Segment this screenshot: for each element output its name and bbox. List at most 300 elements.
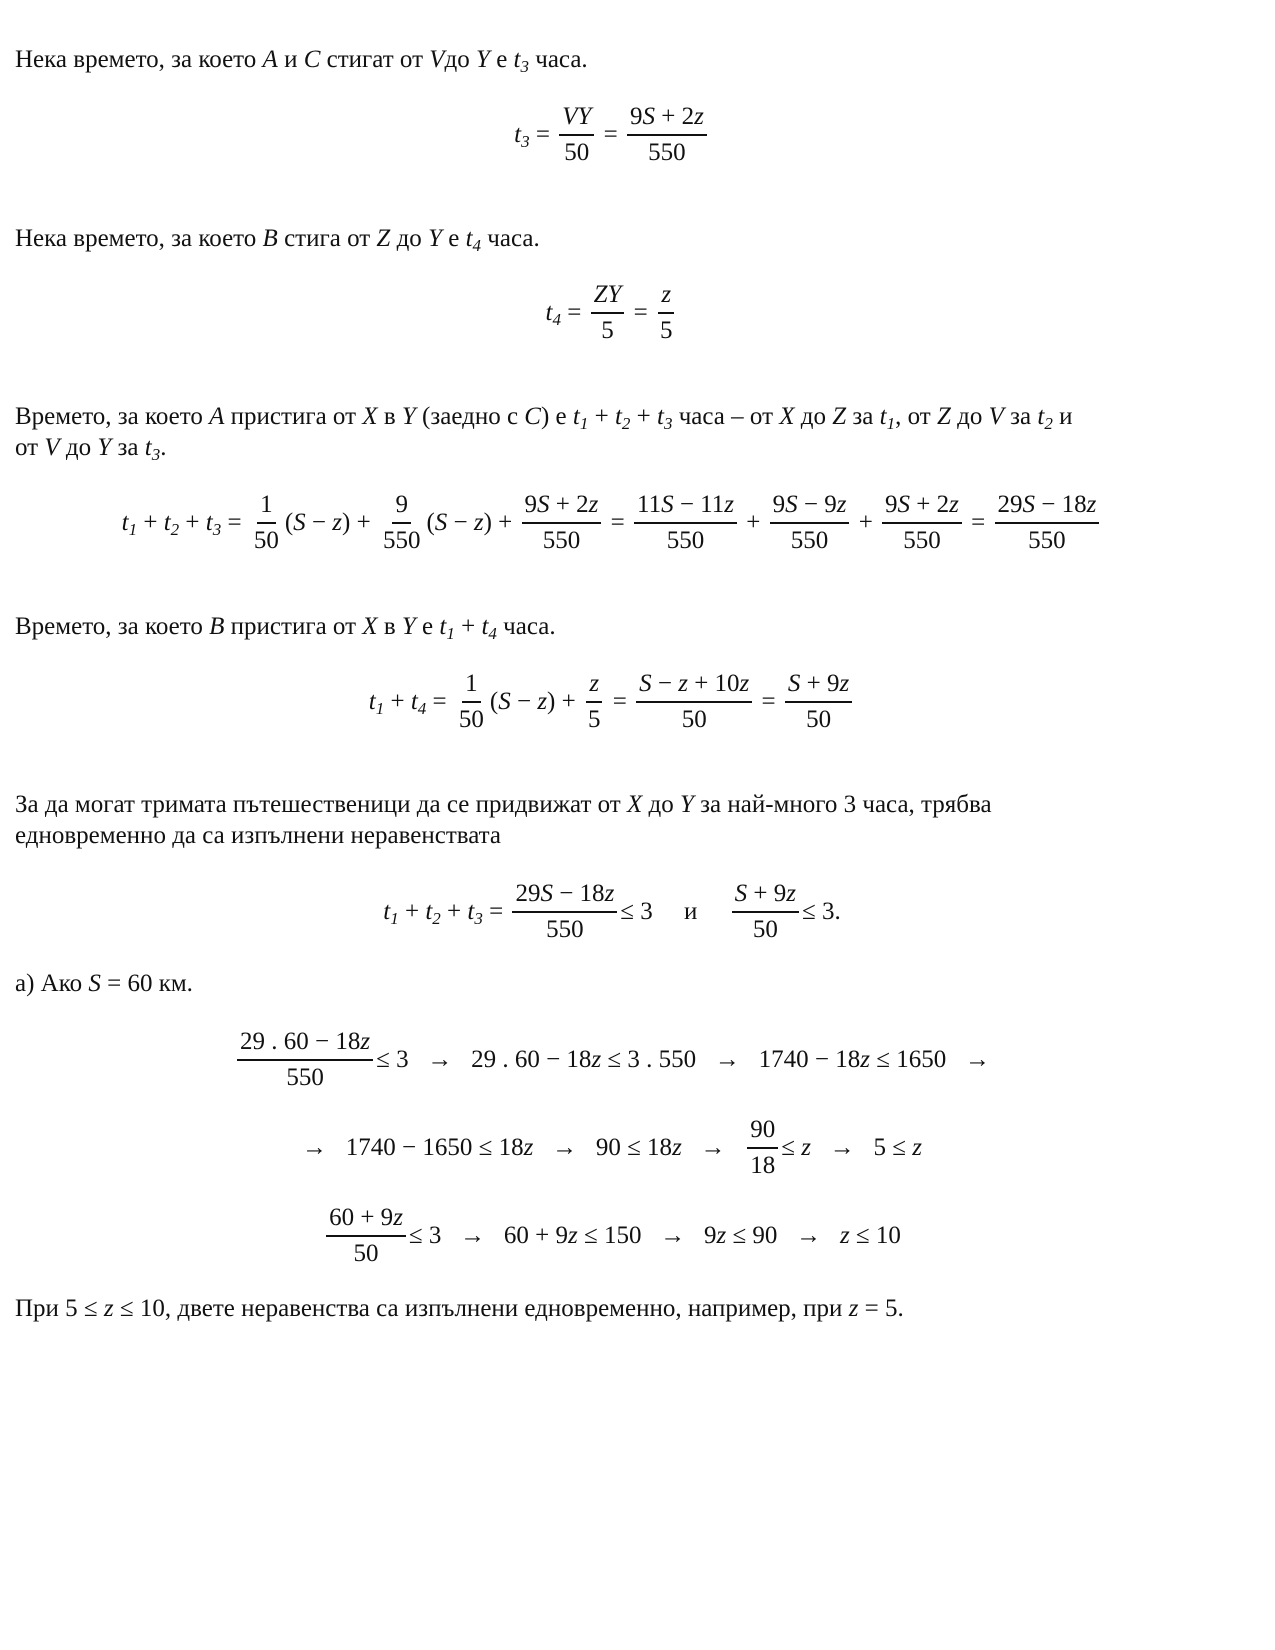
text-run: = bbox=[606, 688, 634, 715]
text-run: до bbox=[642, 791, 680, 818]
fraction-denominator bbox=[598, 314, 617, 348]
text-run: ≤ 150 → 9 bbox=[577, 1222, 717, 1249]
fraction-numerator bbox=[882, 488, 962, 524]
math-variable: $t_3$ bbox=[467, 898, 483, 928]
fraction-denominator bbox=[664, 524, 708, 558]
math-variable: V bbox=[988, 403, 1004, 430]
fraction-numerator bbox=[785, 667, 852, 703]
fraction-numerator bbox=[512, 877, 617, 913]
subscript: 2 bbox=[432, 909, 441, 928]
text-run: + bbox=[630, 403, 658, 430]
fraction-numerator bbox=[634, 488, 737, 524]
text-run: до bbox=[390, 225, 429, 252]
text-run: до bbox=[59, 434, 98, 461]
text-run: за bbox=[1003, 403, 1038, 430]
text-run: 50 bbox=[752, 916, 778, 943]
paragraph-b-time bbox=[15, 611, 1265, 642]
text-run: стигат от bbox=[320, 46, 430, 73]
math-variable: z bbox=[724, 491, 734, 518]
paragraph-t3-intro bbox=[15, 44, 1265, 75]
subscript: 3 bbox=[151, 445, 161, 464]
math-variable: $t_2$ bbox=[1037, 403, 1053, 433]
text-run: 50 bbox=[353, 1240, 379, 1267]
math-variable: S bbox=[540, 880, 553, 907]
fraction bbox=[657, 278, 676, 348]
text-run: часа. bbox=[496, 613, 556, 640]
text-run: → 1740 − 1650 ≤ 18 bbox=[302, 1134, 524, 1161]
text-run: 9 bbox=[772, 491, 786, 518]
math-variable: S bbox=[88, 970, 101, 997]
text-run: (заедно с bbox=[415, 403, 525, 430]
text-run: ≤ 10, двете неравенства са изпълнени едновременно, например, при bbox=[113, 1295, 849, 1322]
fraction-denominator bbox=[747, 1149, 778, 1183]
text-run: ) + bbox=[342, 509, 377, 536]
text-run: пристига от bbox=[224, 403, 363, 430]
math-variable: $t_3$ bbox=[514, 121, 530, 151]
text-run: − bbox=[510, 688, 538, 715]
fraction bbox=[512, 877, 617, 947]
fraction-denominator bbox=[540, 524, 584, 558]
fraction-numerator bbox=[326, 1201, 406, 1237]
math-variable: $t_1$ bbox=[368, 688, 385, 718]
math-variable: z bbox=[839, 670, 850, 697]
text-run: = bbox=[529, 121, 557, 148]
math-variable: ZY bbox=[593, 281, 622, 308]
fraction-numerator bbox=[559, 100, 594, 136]
subscript: 1 bbox=[886, 414, 896, 433]
text-run: + bbox=[454, 613, 482, 640]
math-variable: z bbox=[801, 1134, 812, 1161]
fraction bbox=[326, 1201, 406, 1271]
text-run: за bbox=[846, 403, 880, 430]
text-run: ≤ 3 и bbox=[620, 898, 729, 925]
text-run: 50 bbox=[253, 527, 279, 554]
fraction bbox=[237, 1025, 373, 1095]
math-variable: z bbox=[912, 1134, 922, 1161]
math-variable: B bbox=[262, 225, 278, 252]
text-run: = bbox=[964, 509, 992, 536]
text-run: = bbox=[426, 688, 453, 715]
text-run: ≤ 3 . 550 → 1740 − 18 bbox=[601, 1046, 861, 1073]
math-variable: S bbox=[785, 491, 798, 518]
math-variable: S bbox=[434, 509, 448, 536]
fraction-numerator bbox=[462, 667, 481, 703]
subscript: 4 bbox=[552, 310, 561, 329]
text-run: + 2 bbox=[910, 491, 950, 518]
math-variable: $t_1$ bbox=[572, 403, 589, 433]
text-run: часа. bbox=[529, 46, 588, 73]
math-variable: z bbox=[836, 491, 847, 518]
fraction bbox=[456, 667, 487, 737]
math-variable: z bbox=[678, 670, 688, 697]
math-variable: S bbox=[1022, 491, 1035, 518]
math-variable: z bbox=[604, 880, 615, 907]
fraction-numerator bbox=[636, 667, 752, 703]
math-variable: z bbox=[568, 1222, 578, 1249]
text-run: 90 bbox=[750, 1116, 776, 1143]
text-run: ) + bbox=[547, 688, 582, 715]
subscript: 2 bbox=[170, 520, 180, 539]
text-run: 29 . 60 − 18 bbox=[240, 1028, 361, 1055]
text-run: 1 bbox=[260, 491, 273, 518]
math-variable: z bbox=[786, 880, 796, 907]
text-run: 29 bbox=[515, 880, 541, 907]
text-run: ≤ bbox=[781, 1134, 802, 1161]
text-run: за bbox=[111, 434, 145, 461]
text-run: ) + bbox=[483, 509, 519, 536]
subscript: 3 bbox=[474, 909, 483, 928]
text-run: 50 bbox=[681, 706, 707, 733]
math-variable: z bbox=[591, 1046, 602, 1073]
math-variable: z bbox=[860, 1046, 870, 1073]
text-run: 60 + 9 bbox=[329, 1204, 394, 1231]
text-run: → 90 ≤ 18 bbox=[533, 1134, 673, 1161]
text-run: + 9 bbox=[747, 880, 787, 907]
text-run: до bbox=[794, 403, 833, 430]
text-run: до bbox=[950, 403, 989, 430]
equation-t4 bbox=[0, 268, 1224, 358]
text-run: 50 bbox=[458, 706, 484, 733]
math-variable: $t_4$ bbox=[545, 299, 561, 329]
equation-step-3 bbox=[0, 1191, 1224, 1281]
fraction-denominator bbox=[679, 703, 710, 737]
text-run: = bbox=[755, 688, 782, 715]
fraction bbox=[585, 667, 604, 737]
fraction-numerator bbox=[658, 278, 674, 314]
text-run: 50 bbox=[806, 706, 832, 733]
text-run: и bbox=[1052, 403, 1073, 430]
math-variable: z bbox=[537, 688, 548, 715]
math-variable: z bbox=[716, 1222, 727, 1249]
math-variable: S bbox=[897, 491, 911, 518]
fraction-denominator bbox=[1025, 524, 1069, 558]
text-run: 9 bbox=[630, 103, 643, 130]
text-run: е bbox=[489, 46, 514, 73]
fraction bbox=[747, 1113, 778, 1183]
equation-b-total-time bbox=[0, 657, 1224, 747]
text-run: 1 bbox=[465, 670, 478, 697]
text-run: 5 bbox=[659, 317, 673, 344]
text-run: + bbox=[137, 509, 164, 536]
fraction-numerator bbox=[747, 1113, 778, 1149]
math-variable: $t_3$ bbox=[205, 509, 222, 539]
subscript: 3 bbox=[212, 520, 222, 539]
subscript: 1 bbox=[375, 699, 385, 718]
fraction-numerator bbox=[392, 488, 411, 524]
math-variable: B bbox=[209, 613, 225, 640]
text-run: 550 bbox=[286, 1064, 324, 1091]
fraction bbox=[785, 667, 852, 737]
text-run: е bbox=[441, 225, 466, 252]
text-run: Нека времето, за което bbox=[15, 46, 263, 73]
text-run: + bbox=[384, 688, 411, 715]
fraction-denominator bbox=[380, 524, 424, 558]
math-variable: Y bbox=[428, 225, 442, 252]
text-run: часа. bbox=[481, 225, 540, 252]
subscript: 4 bbox=[417, 699, 427, 718]
text-run: за най-много 3 часа, трябва bbox=[693, 791, 992, 818]
fraction-numerator bbox=[591, 278, 625, 314]
fraction-denominator bbox=[900, 524, 944, 558]
text-run: = bbox=[560, 299, 588, 326]
math-variable: $t_4$ bbox=[481, 613, 497, 643]
text-run: = 5. bbox=[858, 1295, 904, 1322]
text-run: = bbox=[482, 898, 510, 925]
paragraph-t4-intro bbox=[15, 223, 1265, 254]
fraction-denominator bbox=[657, 314, 676, 348]
text-run: до bbox=[444, 46, 477, 73]
fraction bbox=[559, 100, 594, 170]
text-run: в bbox=[377, 403, 402, 430]
math-variable: X bbox=[779, 403, 795, 430]
subscript: 4 bbox=[472, 236, 482, 255]
fraction-numerator bbox=[770, 488, 850, 524]
math-variable: C bbox=[303, 46, 321, 73]
fraction-numerator bbox=[627, 100, 707, 136]
math-variable: S bbox=[293, 509, 306, 536]
text-run: = bbox=[221, 509, 248, 536]
math-variable: Z bbox=[376, 225, 391, 252]
text-run: 11 bbox=[637, 491, 662, 518]
fraction bbox=[882, 488, 962, 558]
text-run: 550 bbox=[648, 139, 686, 166]
fraction bbox=[522, 488, 602, 558]
math-variable: $t_4$ bbox=[465, 225, 482, 255]
subscript: 1 bbox=[128, 520, 138, 539]
subscript: 3 bbox=[663, 414, 673, 433]
fraction bbox=[251, 488, 282, 558]
math-variable: V bbox=[44, 434, 60, 461]
text-run: е bbox=[415, 613, 440, 640]
text-run: Времето, за което bbox=[15, 613, 210, 640]
fraction-denominator bbox=[645, 136, 689, 170]
math-variable: Y bbox=[401, 613, 416, 640]
text-run: − bbox=[305, 509, 333, 536]
text-run: − bbox=[651, 670, 679, 697]
subscript: 1 bbox=[446, 624, 455, 643]
equation-inequalities bbox=[0, 867, 1224, 957]
math-variable: z bbox=[739, 670, 750, 697]
text-run: от bbox=[15, 434, 45, 461]
text-run: стига от bbox=[277, 225, 377, 252]
fraction bbox=[627, 100, 707, 170]
text-run: 550 bbox=[382, 527, 421, 554]
fraction-numerator bbox=[995, 488, 1100, 524]
equation-step-1 bbox=[0, 1015, 1224, 1105]
text-run: ( bbox=[489, 688, 499, 715]
text-run: ≤ 10 bbox=[849, 1222, 901, 1249]
math-variable: $t_2$ bbox=[425, 898, 441, 928]
fraction-numerator bbox=[522, 488, 602, 524]
text-run: . bbox=[160, 434, 167, 461]
text-run: 50 bbox=[564, 139, 590, 166]
math-variable: z bbox=[839, 1222, 850, 1249]
text-run: ≤ 1650 → bbox=[869, 1046, 990, 1073]
math-variable: S bbox=[787, 670, 801, 697]
text-run: ≤ 3. bbox=[802, 898, 841, 925]
fraction-denominator bbox=[561, 136, 592, 170]
text-run: часа – от bbox=[672, 403, 780, 430]
fraction-numerator bbox=[257, 488, 276, 524]
math-variable: $t_4$ bbox=[410, 688, 427, 718]
math-variable: $t_1$ bbox=[121, 509, 138, 539]
fraction-denominator bbox=[283, 1061, 327, 1095]
equation-step-2 bbox=[0, 1103, 1224, 1193]
fraction-numerator bbox=[732, 877, 799, 913]
text-run: ≤ 3 → 60 + 9 bbox=[408, 1222, 568, 1249]
fraction-denominator bbox=[456, 703, 487, 737]
math-variable: z bbox=[1086, 491, 1097, 518]
text-run: ≤ 3 → 29 . 60 − 18 bbox=[376, 1046, 592, 1073]
math-variable: z bbox=[473, 509, 484, 536]
text-run: , от bbox=[895, 403, 937, 430]
math-variable: Y bbox=[97, 434, 112, 461]
math-variable: Y bbox=[401, 403, 416, 430]
text-run: а) Ако bbox=[15, 970, 89, 997]
text-run: 550 bbox=[666, 527, 705, 554]
text-run: 18 bbox=[750, 1152, 776, 1179]
math-variable: X bbox=[362, 613, 378, 640]
math-variable: $t_1$ bbox=[879, 403, 896, 433]
math-variable: z bbox=[523, 1134, 534, 1161]
text-run: + bbox=[398, 898, 426, 925]
subscript: 3 bbox=[520, 57, 529, 76]
text-run: ≤ 90 → bbox=[726, 1222, 840, 1249]
math-variable: z bbox=[103, 1295, 114, 1322]
math-variable: z bbox=[848, 1295, 859, 1322]
math-variable: z bbox=[589, 670, 600, 697]
text-run: = 60 км. bbox=[100, 970, 193, 997]
subscript: 2 bbox=[621, 414, 631, 433]
paragraph-condition bbox=[15, 789, 1265, 851]
math-variable: S bbox=[498, 688, 511, 715]
text-run: + 2 bbox=[549, 491, 589, 518]
text-run: в bbox=[377, 613, 402, 640]
text-run: = bbox=[627, 299, 654, 326]
math-variable: $t_1$ bbox=[383, 898, 399, 928]
text-run: За да могат тримата пътешественици да се придвижат от bbox=[15, 791, 627, 818]
equation-t3 bbox=[0, 90, 1224, 180]
text-run: − 18 bbox=[1035, 491, 1087, 518]
text-run: + bbox=[739, 509, 767, 536]
text-run: → 5 ≤ bbox=[811, 1134, 913, 1161]
fraction-denominator bbox=[750, 913, 781, 947]
text-run: 550 bbox=[542, 527, 581, 554]
math-variable: C bbox=[524, 403, 541, 430]
paragraph-case-a bbox=[15, 968, 1265, 999]
text-run: 9 bbox=[524, 491, 538, 518]
text-run: и bbox=[277, 46, 304, 73]
math-variable: X bbox=[362, 403, 378, 430]
subscript: 1 bbox=[579, 414, 589, 433]
text-run: пристига от bbox=[224, 613, 363, 640]
math-variable: z bbox=[661, 281, 672, 308]
text-run: − 9 bbox=[797, 491, 837, 518]
equation-a-total-time bbox=[0, 478, 1224, 568]
text-run: 5 bbox=[587, 706, 601, 733]
math-variable: Z bbox=[832, 403, 847, 430]
math-variable: A bbox=[209, 403, 225, 430]
math-variable: S bbox=[734, 880, 748, 907]
text-run: − bbox=[447, 509, 474, 536]
math-variable: S bbox=[639, 670, 652, 697]
text-run: 5 bbox=[601, 317, 614, 344]
text-run: При 5 ≤ bbox=[15, 1295, 104, 1322]
paragraph-conclusion bbox=[15, 1293, 1265, 1324]
fraction bbox=[380, 488, 424, 558]
text-run: + bbox=[588, 403, 615, 430]
text-run: 9 bbox=[395, 491, 408, 518]
math-variable: Y bbox=[476, 46, 490, 73]
math-variable: VY bbox=[562, 103, 592, 130]
math-variable: z bbox=[672, 1134, 682, 1161]
text-run: ( bbox=[426, 509, 435, 536]
text-run: Времето, за което bbox=[15, 403, 210, 430]
fraction-denominator bbox=[543, 913, 587, 947]
math-variable: z bbox=[360, 1028, 371, 1055]
math-variable: S bbox=[661, 491, 674, 518]
text-run: 550 bbox=[1028, 527, 1066, 554]
fraction bbox=[770, 488, 850, 558]
paragraph-a-time bbox=[15, 401, 1265, 463]
math-variable: Z bbox=[936, 403, 951, 430]
fraction bbox=[732, 877, 799, 947]
text-run: − 11 bbox=[673, 491, 725, 518]
text-run: + bbox=[440, 898, 468, 925]
text-run: + 10 bbox=[687, 670, 740, 697]
math-variable: $t_3$ bbox=[144, 434, 161, 464]
text-run: едновременно да са изпълнени неравенствата bbox=[15, 822, 501, 849]
math-variable: z bbox=[588, 491, 599, 518]
fraction bbox=[634, 488, 737, 558]
math-variable: z bbox=[393, 1204, 403, 1231]
text-run: ) е bbox=[540, 403, 573, 430]
text-run: − 18 bbox=[552, 880, 605, 907]
math-variable: V bbox=[429, 46, 445, 73]
fraction bbox=[636, 667, 752, 737]
text-run: + 2 bbox=[655, 103, 695, 130]
math-variable: S bbox=[537, 491, 550, 518]
text-run: 550 bbox=[790, 527, 829, 554]
subscript: 3 bbox=[521, 132, 530, 151]
math-variable: $t_3$ bbox=[657, 403, 673, 433]
math-variable: X bbox=[626, 791, 643, 818]
fraction-denominator bbox=[788, 524, 832, 558]
text-run: = bbox=[604, 509, 631, 536]
text-run: 550 bbox=[546, 916, 584, 943]
text-run: 29 bbox=[997, 491, 1023, 518]
fraction-denominator bbox=[585, 703, 604, 737]
math-variable: Y bbox=[680, 791, 694, 818]
subscript: 4 bbox=[488, 624, 497, 643]
fraction-numerator bbox=[586, 667, 602, 703]
math-variable: z bbox=[332, 509, 342, 536]
fraction-numerator bbox=[237, 1025, 373, 1061]
text-run: + 9 bbox=[800, 670, 840, 697]
fraction bbox=[995, 488, 1100, 558]
math-variable: z bbox=[949, 491, 959, 518]
text-run: = bbox=[597, 121, 624, 148]
subscript: 1 bbox=[390, 909, 399, 928]
math-variable: $t_3$ bbox=[513, 46, 529, 76]
text-run: ( bbox=[284, 509, 294, 536]
fraction bbox=[591, 278, 625, 348]
subscript: 2 bbox=[1044, 414, 1053, 433]
text-run: + bbox=[852, 509, 880, 536]
fraction-denominator bbox=[351, 1237, 382, 1271]
text-run: + bbox=[179, 509, 206, 536]
math-variable: $t_1$ bbox=[439, 613, 455, 643]
